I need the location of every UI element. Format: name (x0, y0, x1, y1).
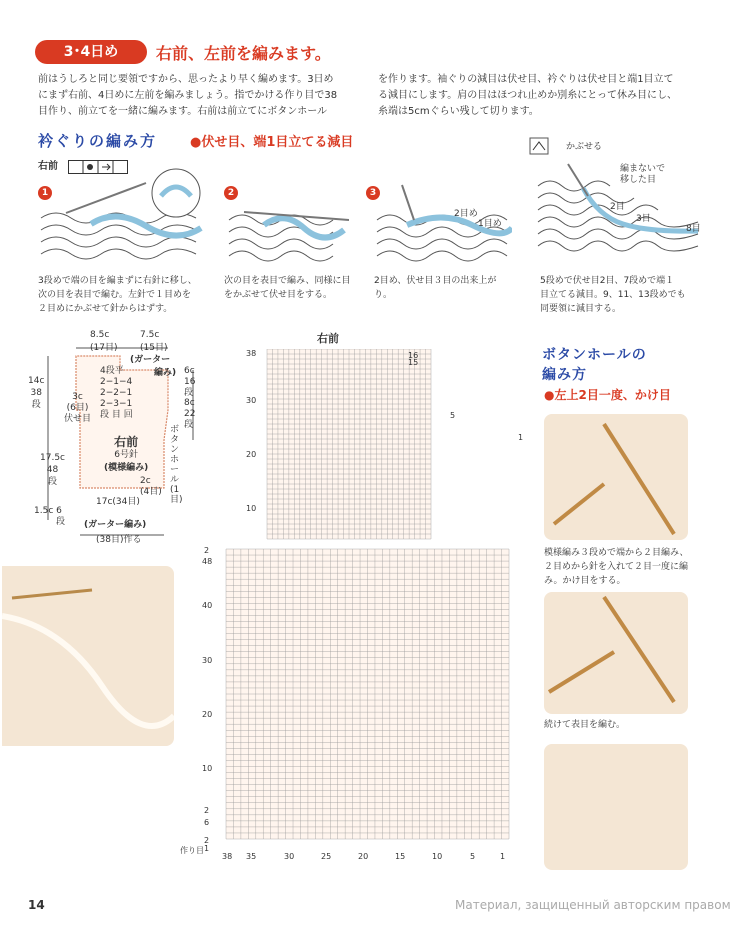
sch-garter-bottom: (ガーター編み) (84, 520, 147, 530)
chart-y-20b: 20 (202, 710, 213, 719)
label-2moku: 2目 (610, 202, 625, 212)
sch-w1: 8.5c (17目) (90, 330, 118, 353)
intro-left: 前はうしろと同じ要領ですから、思ったより早く編めます。3日め にまず右前、4日めに左前を編みましょう。指でかける作り目で38 目作り、前立てを一緒に編みます。右前は前立てにボタンホール (38, 74, 338, 117)
label-3moku: 3目 (636, 214, 651, 224)
right-front-label: 右前 (38, 161, 58, 172)
x-tick-10: 10 (432, 852, 443, 861)
chart-y-38: 38 (246, 349, 257, 358)
label-8moku: 8目 (686, 224, 701, 234)
label-slipped: 編まないで 移した目 (620, 164, 666, 185)
chart-y-2c: 2 (204, 836, 210, 845)
page-number: 14 (28, 898, 45, 912)
sch-garter-top: (ガーター 編み) (130, 355, 177, 378)
label-1me: 1目め (478, 219, 502, 229)
step2-illustration (224, 180, 349, 268)
buttonhole-subheading: ●左上2目一度、かけ目 (544, 388, 671, 402)
sch-r1: 6c 16 段 (184, 366, 196, 398)
step4-caption: 5段めで伏せ目2目、7段めで端１ 目立てる減目。9、11、13段めでも 同要領に減目する。 (540, 276, 686, 314)
sch-h1: 14c 38 段 (28, 376, 45, 410)
sch-w2: 7.5c (15目) (140, 330, 168, 353)
chart-title: 右前 (317, 332, 339, 345)
sch-h2: 3c (6目) 伏せ目 (64, 392, 92, 424)
page-title: 右前、左前を編みます。 (156, 44, 331, 63)
watermark: Материал, защищенный авторским правом (455, 898, 731, 912)
x-tick-38: 38 (222, 852, 233, 861)
x-tick-15: 15 (395, 852, 406, 861)
sch-w4: 17c(34目) (96, 497, 140, 507)
chart-y-30: 30 (246, 396, 257, 405)
chart-label-16: 16 (408, 351, 419, 360)
sch-h4: 1.5c 6 段 (34, 506, 66, 527)
sch-decrease-table: 4段平 2−1−4 2−2−1 2−3−1 段 目 回 (100, 366, 133, 420)
chart-y-40: 40 (202, 601, 213, 610)
sch-buttonhole: ボタンホール(1目) (170, 425, 183, 505)
chart-y-20: 20 (246, 450, 257, 459)
buttonhole-photo-2 (544, 592, 688, 714)
buttonhole-caption-1: 模様編み３段めで端から２目編み、 ２目めから針を入れて２目一度に編 み。かけ目をする。 (544, 548, 689, 586)
sch-name: 右前 6号針 (模様編み) (104, 435, 149, 473)
chart-label-5: 5 (450, 411, 456, 420)
step3-number: 3 (366, 186, 380, 200)
step1-illustration (36, 168, 211, 268)
chart-label-15: 15 (408, 358, 419, 367)
x-tick-30: 30 (284, 852, 295, 861)
sch-h3: 17.5c 48 段 (40, 453, 65, 487)
chart-y-10b: 10 (202, 764, 213, 773)
neckline-photo (2, 566, 174, 746)
chart-y-6: 6 (204, 818, 210, 827)
x-tick-1: 1 (500, 852, 506, 861)
sch-w3: 2c (4目) (140, 476, 162, 497)
step2-caption: 次の目を表目で編み、同様に目 をかぶせて伏せ目をする。 (224, 276, 351, 300)
chart-y-10: 10 (246, 504, 257, 513)
x-tick-25: 25 (321, 852, 332, 861)
chart-label-1: 1 (518, 433, 524, 442)
step2-number: 2 (224, 186, 238, 200)
label-kabuseru: かぶせる (566, 142, 603, 152)
x-tick-35: 35 (246, 852, 257, 861)
x-tick-20: 20 (358, 852, 369, 861)
buttonhole-photo-1 (544, 414, 688, 540)
sch-cast-on: (38目)作る (96, 535, 142, 545)
chart-x-axis (222, 852, 518, 864)
step1-caption: 3段めで端の目を編まずに右針に移し、 次の目を表目で編む。左針で１目めを ２目めにかぶせて針からはずす。 (38, 276, 197, 314)
chart-y-48: 48 (202, 557, 213, 566)
chart-y-30b: 30 (202, 656, 213, 665)
intro-right: を作ります。袖ぐりの減目は伏せ目、衿ぐりは伏せ目と端1目立て る減目にします。肩の目はほつれ止めか別糸にとって休み目にし、 糸端は5cmぐらい残して切ります。 (378, 74, 677, 117)
x-tick-5: 5 (470, 852, 476, 861)
step1-number: 1 (38, 186, 52, 200)
label-2me: 2目め (454, 209, 478, 219)
chart-y-1: 1 (204, 844, 210, 853)
step3-caption: 2目め、伏せ目３目の出来上が り。 (374, 276, 497, 300)
chart-y-2a: 2 (204, 546, 210, 555)
chart-grid (218, 349, 518, 859)
buttonhole-heading: ボタンホールの 編み方 (542, 347, 647, 383)
buttonhole-caption-2: 続けて表目を編む。 (544, 720, 626, 730)
sch-r2: 8c 22 段 (184, 398, 196, 430)
day-badge: 3･4日め (35, 40, 147, 64)
chart-y-2b: 2 (204, 806, 210, 815)
neckline-heading: 衿ぐりの編み方 (38, 132, 158, 150)
chart-cast-on-label: 作り目 (180, 846, 204, 855)
neckline-subheading: ●伏せ目、端1目立てる減目 (190, 135, 354, 150)
buttonhole-photo-3 (544, 744, 688, 870)
